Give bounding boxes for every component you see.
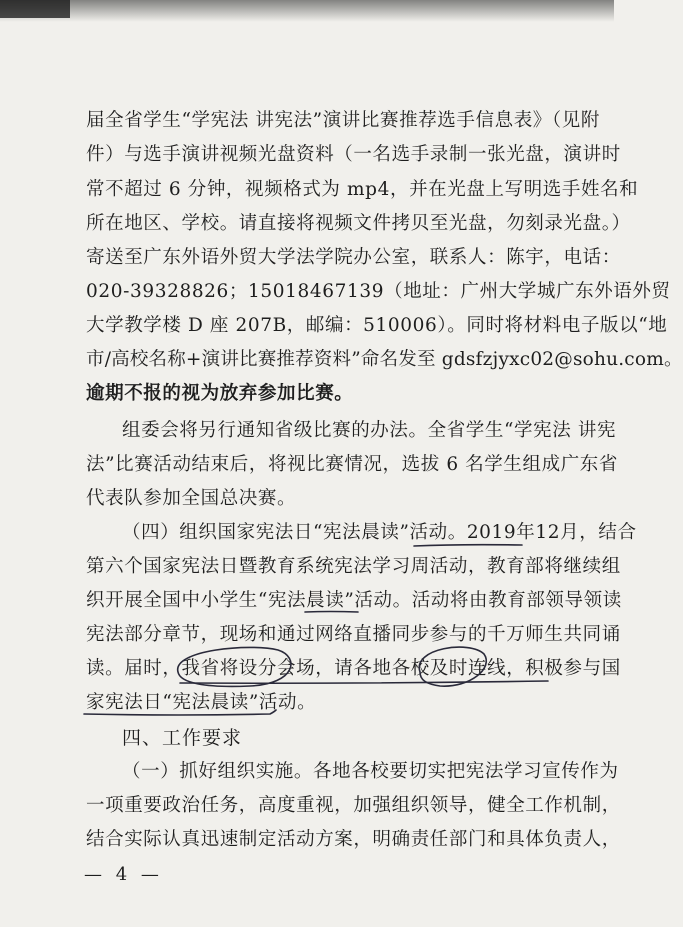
p2-line-3: 代表队参加全国总决赛。 [86, 488, 297, 509]
p1-line-6: 020-39328826；15018467139（地址：广州大学城广东外语外贸 [86, 281, 671, 302]
p2-line-2: 法”比赛活动结束后，将视比赛情况，选拔 6 名学生组成广东省 [86, 454, 618, 475]
section-heading: 四、工作要求 [122, 727, 243, 749]
p4-line-3: 结合实际认真迅速制定活动方案，明确责任部门和具体负责人， [86, 829, 621, 850]
p1-line-5: 寄送至广东外语外贸大学法学院办公室，联系人：陈宇，电话： [86, 247, 621, 268]
p3-line-6: 家宪法日“宪法晨读”活动。 [86, 692, 317, 713]
p3-line-4: 宪法部分章节，现场和通过网络直播同步参与的千万师生共同诵 [86, 624, 621, 645]
p1-line-8: 市/高校名称+演讲比赛推荐资料”命名发至 gdsfzjyxc02@sohu.com。 [86, 349, 683, 370]
p1-line-2: 件）与选手演讲视频光盘资料（一名选手录制一张光盘，演讲时 [86, 144, 621, 165]
p3-line-3: 织开展全国中小学生“宪法晨读”活动。活动将由教育部领导领读 [86, 590, 622, 611]
p4-line-2: 一项重要政治任务，高度重视，加强组织领导，健全工作机制， [86, 795, 621, 816]
p1-line-7: 大学教学楼 D 座 207B，邮编：510006）。同时将材料电子版以“地 [86, 315, 668, 336]
page-number: — 4 — [84, 864, 163, 885]
p3-line-1: （四）组织国家宪法日“宪法晨读”活动。2019年12月，结合 [122, 522, 637, 543]
p3-line-5: 读。届时，我省将设分会场，请各地各校及时连线，积极参与国 [86, 658, 621, 679]
p4-line-1: （一）抓好组织实施。各地各校要切实把宪法学习宣传作为 [122, 761, 619, 782]
p1-line-3: 常不超过 6 分钟，视频格式为 mp4，并在光盘上写明选手姓名和 [86, 179, 639, 200]
p1-line-1: 届全省学生“学宪法 讲宪法”演讲比赛推荐选手信息表》（见附 [86, 110, 600, 131]
p2-line-1: 组委会将另行通知省级比赛的办法。全省学生“学宪法 讲宪 [122, 420, 617, 441]
p3-line-2: 第六个国家宪法日暨教育系统宪法学习周活动，教育部将继续组 [86, 556, 621, 577]
p1-line-4: 所在地区、学校。请直接将视频文件拷贝至光盘，勿刻录光盘。） [86, 213, 631, 234]
p1-bold-line: 逾期不报的视为放弃参加比赛。 [86, 383, 354, 404]
